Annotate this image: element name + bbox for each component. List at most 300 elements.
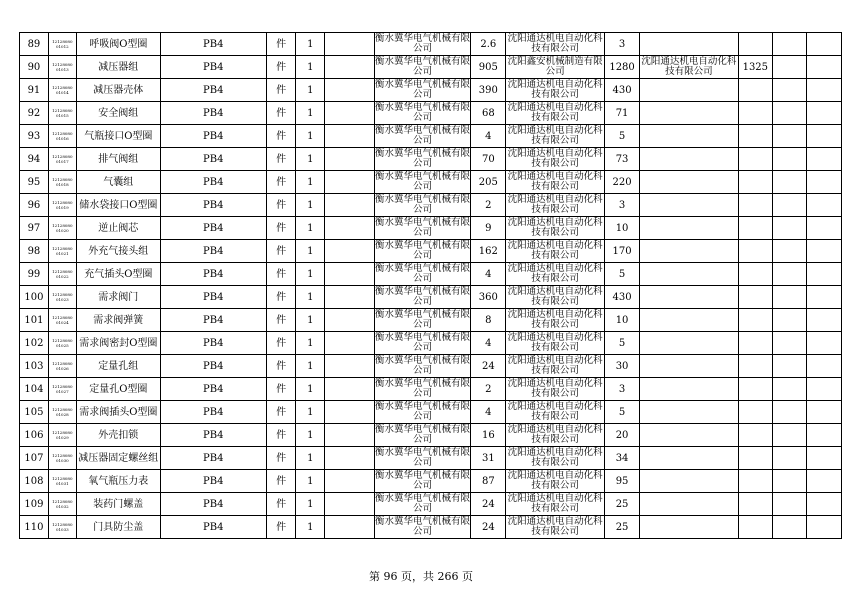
- row-number: 106: [20, 424, 49, 447]
- material-code: 12128080 01024: [48, 309, 76, 332]
- row-number: 93: [20, 125, 49, 148]
- blank-cell: [807, 125, 842, 148]
- material-code: 12128080 01018: [48, 171, 76, 194]
- part-name: 氧气瓶压力表: [76, 470, 160, 493]
- row-number: 95: [20, 171, 49, 194]
- blank-cell: [772, 148, 807, 171]
- supplier-3: [640, 378, 739, 401]
- model-spec: PB4: [160, 125, 266, 148]
- supplier-1: 衡水冀华电气机械有限公司: [375, 401, 471, 422]
- row-number: 100: [20, 286, 49, 309]
- quantity: 1: [296, 33, 325, 56]
- supplier-3: [640, 516, 739, 539]
- supplier-1: 衡水冀华电气机械有限公司: [375, 148, 471, 169]
- row-number: 97: [20, 217, 49, 240]
- price-2: 5: [605, 332, 640, 355]
- part-name: 储水袋接口O型圈: [76, 194, 160, 217]
- price-3: [738, 148, 772, 171]
- row-number: 102: [20, 332, 49, 355]
- part-name: 排气阀组: [76, 148, 160, 171]
- quantity: 1: [296, 332, 325, 355]
- price-1: 4: [471, 401, 506, 424]
- supplier-1: 衡水冀华电气机械有限公司: [375, 493, 471, 514]
- material-code: 12128080 01016: [48, 125, 76, 148]
- supplier-1: 衡水冀华电气机械有限公司: [375, 217, 471, 238]
- blank-cell: [325, 286, 374, 309]
- part-name: 门具防尘盖: [76, 516, 160, 539]
- model-spec: PB4: [160, 401, 266, 424]
- table-row: [20, 79, 842, 102]
- unit: 件: [266, 355, 296, 378]
- part-name: 逆止阀芯: [76, 217, 160, 240]
- model-spec: PB4: [160, 378, 266, 401]
- supplier-2: 沈阳通达机电自动化科技有限公司: [507, 148, 603, 169]
- price-1: 68: [471, 102, 506, 125]
- blank-cell: [325, 125, 374, 148]
- blank-cell: [325, 470, 374, 493]
- material-code: 12128080 01020: [48, 217, 76, 240]
- unit: 件: [266, 516, 296, 539]
- price-3: [738, 401, 772, 424]
- blank-cell: [772, 470, 807, 493]
- model-spec: PB4: [160, 332, 266, 355]
- price-1: 9: [471, 217, 506, 240]
- supplier-2: 沈阳通达机电自动化科技有限公司: [507, 125, 603, 146]
- table-row: [20, 447, 842, 470]
- quantity: 1: [296, 148, 325, 171]
- supplier-3: [640, 309, 739, 332]
- supplier-3: [640, 447, 739, 470]
- table-row: [20, 401, 842, 424]
- price-1: 205: [471, 171, 506, 194]
- price-1: 2: [471, 194, 506, 217]
- blank-cell: [807, 286, 842, 309]
- table-row: [20, 378, 842, 401]
- blank-cell: [772, 56, 807, 79]
- price-1: 162: [471, 240, 506, 263]
- material-code: 12128080 01029: [48, 424, 76, 447]
- row-number: 92: [20, 102, 49, 125]
- model-spec: PB4: [160, 240, 266, 263]
- row-number: 98: [20, 240, 49, 263]
- material-code: 12128080 01022: [48, 263, 76, 286]
- blank-cell: [807, 447, 842, 470]
- supplier-3: [640, 125, 739, 148]
- material-code: 12128080 01030: [48, 447, 76, 470]
- row-number: 110: [20, 516, 49, 539]
- part-name: 需求阀门: [76, 286, 160, 309]
- price-2: 3: [605, 378, 640, 401]
- price-2: 220: [605, 171, 640, 194]
- price-3: [738, 309, 772, 332]
- supplier-1: 衡水冀华电气机械有限公司: [375, 355, 471, 376]
- row-number: 104: [20, 378, 49, 401]
- model-spec: PB4: [160, 470, 266, 493]
- price-1: 2.6: [471, 33, 506, 56]
- price-2: 10: [605, 309, 640, 332]
- supplier-3: [640, 470, 739, 493]
- price-1: 16: [471, 424, 506, 447]
- table-row: [20, 424, 842, 447]
- part-name: 气瓶接口O型圈: [76, 125, 160, 148]
- row-number: 101: [20, 309, 49, 332]
- blank-cell: [772, 240, 807, 263]
- model-spec: PB4: [160, 286, 266, 309]
- blank-cell: [807, 217, 842, 240]
- unit: 件: [266, 493, 296, 516]
- supplier-2: 沈阳通达机电自动化科技有限公司: [507, 378, 603, 399]
- material-code: 12128080 01019: [48, 194, 76, 217]
- price-3: [738, 424, 772, 447]
- supplier-3: [640, 79, 739, 102]
- row-number: 91: [20, 79, 49, 102]
- supplier-3: [640, 102, 739, 125]
- blank-cell: [772, 447, 807, 470]
- blank-cell: [772, 102, 807, 125]
- price-3: [738, 79, 772, 102]
- blank-cell: [772, 263, 807, 286]
- footer-suffix: 页: [462, 570, 473, 583]
- price-2: 1280: [605, 56, 640, 79]
- price-2: 30: [605, 355, 640, 378]
- material-code: 12128080 01031: [48, 470, 76, 493]
- supplier-3: [640, 33, 739, 56]
- supplier-3: [640, 424, 739, 447]
- model-spec: PB4: [160, 355, 266, 378]
- price-3: [738, 33, 772, 56]
- price-3: [738, 102, 772, 125]
- price-2: 3: [605, 194, 640, 217]
- supplier-3: [640, 148, 739, 171]
- blank-cell: [772, 309, 807, 332]
- unit: 件: [266, 148, 296, 171]
- blank-cell: [325, 401, 374, 424]
- supplier-1: 衡水冀华电气机械有限公司: [375, 194, 471, 215]
- blank-cell: [807, 401, 842, 424]
- price-3: [738, 447, 772, 470]
- supplier-1: 衡水冀华电气机械有限公司: [375, 378, 471, 399]
- table-row: [20, 309, 842, 332]
- supplier-2: 沈阳通达机电自动化科技有限公司: [507, 401, 603, 422]
- unit: 件: [266, 102, 296, 125]
- blank-cell: [325, 309, 374, 332]
- price-2: 95: [605, 470, 640, 493]
- blank-cell: [772, 194, 807, 217]
- price-2: 73: [605, 148, 640, 171]
- price-3: [738, 332, 772, 355]
- price-1: 2: [471, 378, 506, 401]
- supplier-1: 衡水冀华电气机械有限公司: [375, 470, 471, 491]
- blank-cell: [772, 355, 807, 378]
- row-number: 103: [20, 355, 49, 378]
- price-3: [738, 378, 772, 401]
- quantity: 1: [296, 79, 325, 102]
- supplier-1: 衡水冀华电气机械有限公司: [375, 171, 471, 192]
- table-row: [20, 194, 842, 217]
- supplier-3: [640, 401, 739, 424]
- unit: 件: [266, 79, 296, 102]
- blank-cell: [325, 33, 374, 56]
- part-name: 定量孔O型圈: [76, 378, 160, 401]
- part-name: 外充气接头组: [76, 240, 160, 263]
- supplier-2: 沈阳通达机电自动化科技有限公司: [507, 217, 603, 238]
- table-row: [20, 148, 842, 171]
- supplier-1: 衡水冀华电气机械有限公司: [375, 309, 471, 330]
- price-1: 360: [471, 286, 506, 309]
- price-1: 4: [471, 263, 506, 286]
- supplier-1: 衡水冀华电气机械有限公司: [375, 332, 471, 353]
- blank-cell: [807, 102, 842, 125]
- material-code: 12128080 01017: [48, 148, 76, 171]
- model-spec: PB4: [160, 217, 266, 240]
- quantity: 1: [296, 263, 325, 286]
- blank-cell: [325, 217, 374, 240]
- part-name: 需求阀密封O型圈: [76, 332, 160, 355]
- blank-cell: [772, 378, 807, 401]
- price-2: 25: [605, 493, 640, 516]
- supplier-1: 衡水冀华电气机械有限公司: [375, 79, 471, 100]
- material-code: 12128080 01033: [48, 516, 76, 539]
- blank-cell: [325, 102, 374, 125]
- supplier-2: 沈阳通达机电自动化科技有限公司: [507, 33, 603, 54]
- blank-cell: [772, 217, 807, 240]
- price-3: [738, 355, 772, 378]
- part-name: 需求阀弹簧: [76, 309, 160, 332]
- part-name: 外壳扣锁: [76, 424, 160, 447]
- model-spec: PB4: [160, 516, 266, 539]
- quantity: 1: [296, 217, 325, 240]
- unit: 件: [266, 194, 296, 217]
- supplier-1: 衡水冀华电气机械有限公司: [375, 33, 471, 54]
- blank-cell: [772, 79, 807, 102]
- blank-cell: [807, 355, 842, 378]
- blank-cell: [325, 263, 374, 286]
- row-number: 107: [20, 447, 49, 470]
- price-2: 10: [605, 217, 640, 240]
- blank-cell: [772, 493, 807, 516]
- blank-cell: [325, 424, 374, 447]
- price-2: 25: [605, 516, 640, 539]
- part-name: 定量孔组: [76, 355, 160, 378]
- price-3: [738, 493, 772, 516]
- quantity: 1: [296, 240, 325, 263]
- supplier-3: [640, 171, 739, 194]
- blank-cell: [807, 493, 842, 516]
- quantity: 1: [296, 194, 325, 217]
- blank-cell: [325, 378, 374, 401]
- row-number: 99: [20, 263, 49, 286]
- table-row: [20, 493, 842, 516]
- blank-cell: [325, 447, 374, 470]
- blank-cell: [807, 33, 842, 56]
- blank-cell: [807, 424, 842, 447]
- supplier-1: 衡水冀华电气机械有限公司: [375, 424, 471, 445]
- blank-cell: [807, 263, 842, 286]
- price-1: 24: [471, 493, 506, 516]
- table-row: [20, 240, 842, 263]
- table-row: [20, 102, 842, 125]
- table-row: [20, 516, 842, 539]
- blank-cell: [772, 33, 807, 56]
- price-1: 390: [471, 79, 506, 102]
- footer-middle: 页，共: [401, 570, 434, 583]
- supplier-2: 沈阳通达机电自动化科技有限公司: [507, 424, 603, 445]
- supplier-2: 沈阳通达机电自动化科技有限公司: [507, 447, 603, 468]
- blank-cell: [807, 332, 842, 355]
- row-number: 89: [20, 33, 49, 56]
- supplier-1: 衡水冀华电气机械有限公司: [375, 56, 471, 77]
- blank-cell: [772, 286, 807, 309]
- blank-cell: [325, 493, 374, 516]
- supplier-3: [640, 355, 739, 378]
- quantity: 1: [296, 355, 325, 378]
- supplier-2: 沈阳通达机电自动化科技有限公司: [507, 79, 603, 100]
- price-3: [738, 516, 772, 539]
- part-name: 减压器壳体: [76, 79, 160, 102]
- table-row: [20, 33, 842, 56]
- unit: 件: [266, 125, 296, 148]
- blank-cell: [325, 171, 374, 194]
- blank-cell: [325, 194, 374, 217]
- model-spec: PB4: [160, 424, 266, 447]
- page-footer: [0, 568, 842, 584]
- price-2: 5: [605, 125, 640, 148]
- supplier-3: [640, 263, 739, 286]
- price-3: [738, 194, 772, 217]
- table-row: [20, 125, 842, 148]
- supplier-3: [640, 217, 739, 240]
- quantity: 1: [296, 470, 325, 493]
- footer-total-pages: 266: [437, 570, 459, 583]
- blank-cell: [325, 332, 374, 355]
- supplier-2: 沈阳通达机电自动化科技有限公司: [507, 516, 603, 537]
- supplier-1: 衡水冀华电气机械有限公司: [375, 516, 471, 537]
- supplier-1: 衡水冀华电气机械有限公司: [375, 125, 471, 146]
- model-spec: PB4: [160, 56, 266, 79]
- supplier-2: 沈阳通达机电自动化科技有限公司: [507, 286, 603, 307]
- quantity: 1: [296, 378, 325, 401]
- row-number: 105: [20, 401, 49, 424]
- material-code: 12128080 01012: [48, 33, 76, 56]
- blank-cell: [807, 516, 842, 539]
- supplier-2: 沈阳通达机电自动化科技有限公司: [507, 309, 603, 330]
- price-1: 4: [471, 125, 506, 148]
- unit: 件: [266, 401, 296, 424]
- price-2: 170: [605, 240, 640, 263]
- table-row: [20, 56, 842, 79]
- quantity: 1: [296, 56, 325, 79]
- unit: 件: [266, 447, 296, 470]
- price-1: 24: [471, 355, 506, 378]
- model-spec: PB4: [160, 447, 266, 470]
- quantity: 1: [296, 286, 325, 309]
- parts-quote-table: [19, 32, 842, 539]
- blank-cell: [325, 148, 374, 171]
- part-name: 装药门螺盖: [76, 493, 160, 516]
- model-spec: PB4: [160, 171, 266, 194]
- price-2: 20: [605, 424, 640, 447]
- price-2: 71: [605, 102, 640, 125]
- price-2: 430: [605, 79, 640, 102]
- blank-cell: [807, 171, 842, 194]
- price-3: 1325: [738, 56, 772, 79]
- quantity: 1: [296, 309, 325, 332]
- price-2: 34: [605, 447, 640, 470]
- blank-cell: [772, 171, 807, 194]
- material-code: 12128080 01013: [48, 56, 76, 79]
- quantity: 1: [296, 424, 325, 447]
- blank-cell: [807, 194, 842, 217]
- footer-page-number: 96: [383, 570, 398, 583]
- part-name: 安全阀组: [76, 102, 160, 125]
- supplier-3: [640, 493, 739, 516]
- unit: 件: [266, 470, 296, 493]
- supplier-2: 沈阳鑫安机械制造有限公司: [507, 56, 603, 77]
- row-number: 96: [20, 194, 49, 217]
- blank-cell: [772, 424, 807, 447]
- material-code: 12128080 01028: [48, 401, 76, 424]
- supplier-3: [640, 286, 739, 309]
- price-2: 3: [605, 33, 640, 56]
- part-name: 充气插头O型圈: [76, 263, 160, 286]
- price-1: 24: [471, 516, 506, 539]
- quantity: 1: [296, 493, 325, 516]
- model-spec: PB4: [160, 309, 266, 332]
- row-number: 94: [20, 148, 49, 171]
- table-row: [20, 355, 842, 378]
- price-1: 87: [471, 470, 506, 493]
- blank-cell: [325, 240, 374, 263]
- blank-cell: [807, 148, 842, 171]
- part-name: 减压器固定螺丝组: [76, 447, 160, 470]
- row-number: 108: [20, 470, 49, 493]
- supplier-2: 沈阳通达机电自动化科技有限公司: [507, 240, 603, 261]
- blank-cell: [772, 332, 807, 355]
- supplier-2: 沈阳通达机电自动化科技有限公司: [507, 355, 603, 376]
- price-1: 70: [471, 148, 506, 171]
- supplier-2: 沈阳通达机电自动化科技有限公司: [507, 102, 603, 123]
- quantity: 1: [296, 102, 325, 125]
- supplier-2: 沈阳通达机电自动化科技有限公司: [507, 493, 603, 514]
- blank-cell: [325, 79, 374, 102]
- price-3: [738, 217, 772, 240]
- price-2: 5: [605, 263, 640, 286]
- model-spec: PB4: [160, 102, 266, 125]
- price-3: [738, 286, 772, 309]
- unit: 件: [266, 309, 296, 332]
- blank-cell: [772, 401, 807, 424]
- supplier-1: 衡水冀华电气机械有限公司: [375, 263, 471, 284]
- material-code: 12128080 01027: [48, 378, 76, 401]
- unit: 件: [266, 217, 296, 240]
- blank-cell: [325, 516, 374, 539]
- price-3: [738, 240, 772, 263]
- material-code: 12128080 01032: [48, 493, 76, 516]
- blank-cell: [325, 56, 374, 79]
- model-spec: PB4: [160, 79, 266, 102]
- supplier-3: 沈阳通达机电自动化科技有限公司: [641, 56, 737, 77]
- supplier-3: [640, 332, 739, 355]
- material-code: 12128080 01023: [48, 286, 76, 309]
- price-1: 4: [471, 332, 506, 355]
- supplier-1: 衡水冀华电气机械有限公司: [375, 102, 471, 123]
- unit: 件: [266, 56, 296, 79]
- supplier-2: 沈阳通达机电自动化科技有限公司: [507, 263, 603, 284]
- model-spec: PB4: [160, 493, 266, 516]
- unit: 件: [266, 378, 296, 401]
- supplier-2: 沈阳通达机电自动化科技有限公司: [507, 470, 603, 491]
- material-code: 12128080 01021: [48, 240, 76, 263]
